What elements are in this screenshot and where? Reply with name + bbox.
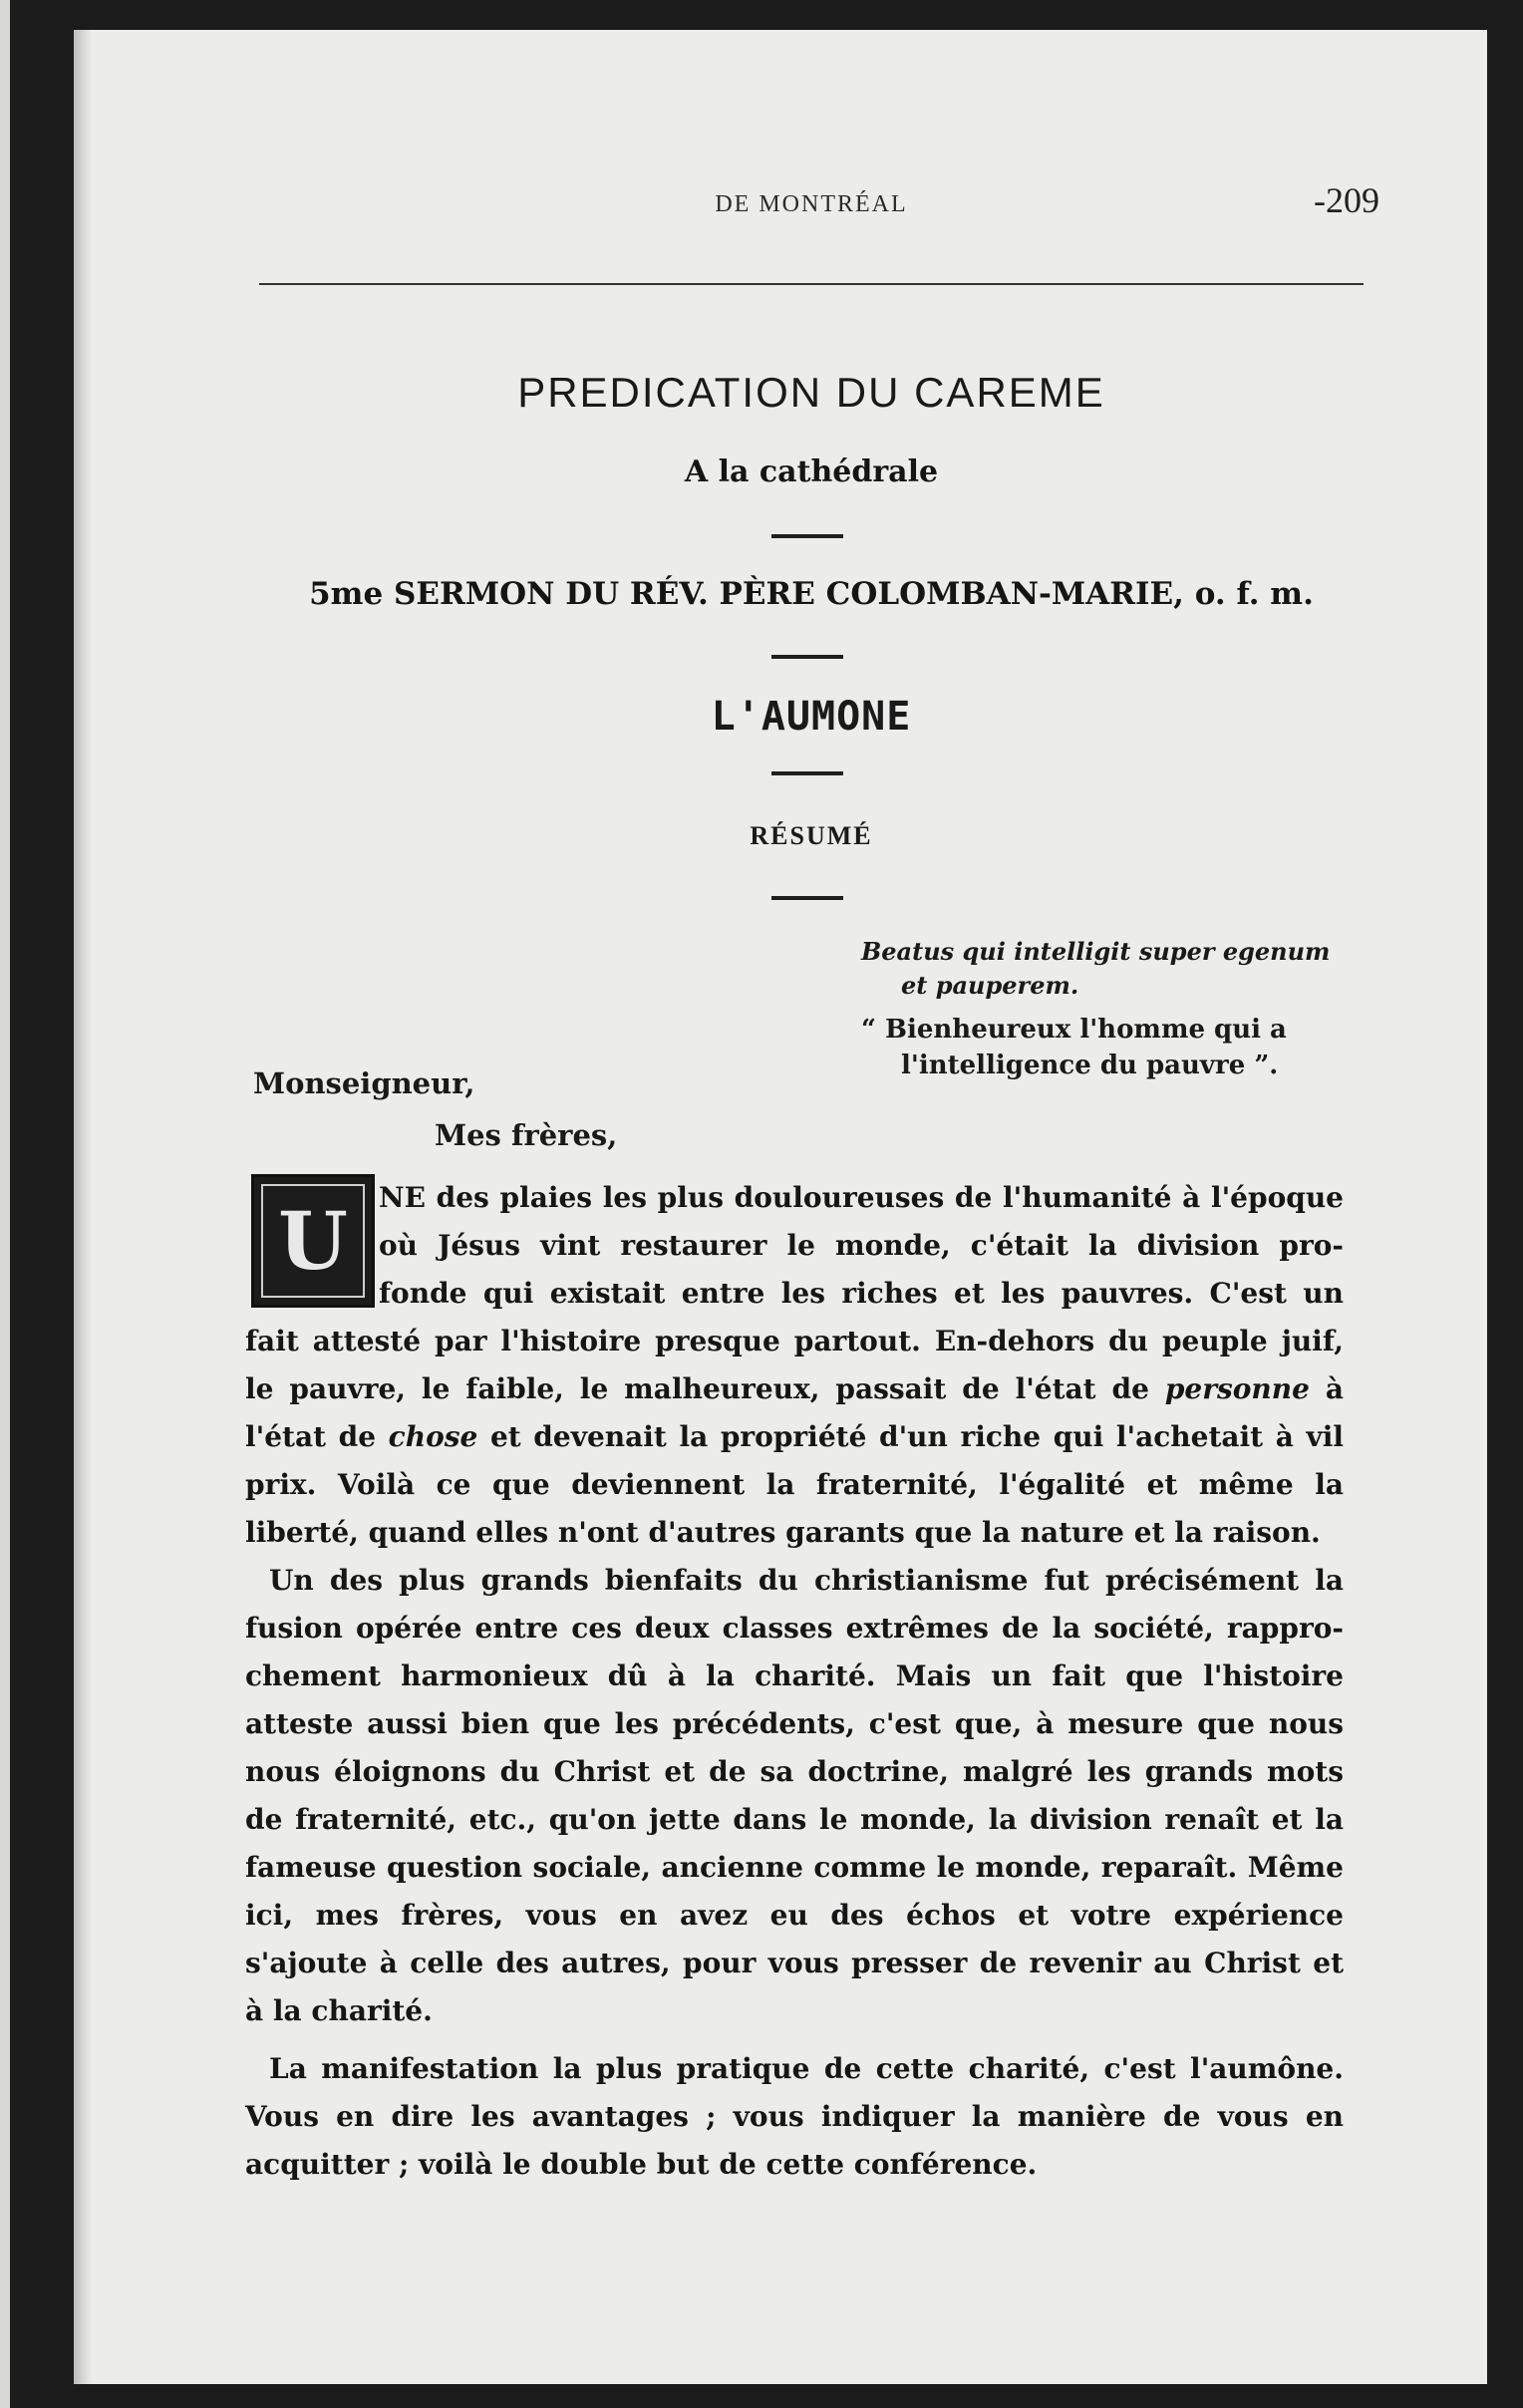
drop-cap-ornament: [251, 1174, 375, 1308]
sermon-heading: 5me SERMON DU RÉV. PÈRE COLOMBAN-MARIE, o. f. m.: [309, 576, 1314, 612]
page-number: -209: [1314, 180, 1379, 220]
text-line: prix. Voilà ce que deviennent la fraternité, l'égalité et même la: [245, 1468, 1344, 1501]
paragraph-3: [245, 2045, 1344, 2189]
text-line: NE des plaies les plus douloureuses de l'humanité à l'époque: [379, 1181, 1344, 1214]
header-rule: [259, 283, 1364, 285]
epigraph-french: [861, 1012, 1365, 1083]
text-line: le pauvre, le faible, le malheureux, passait de l'état de personne à: [245, 1372, 1344, 1405]
text-line: ici, mes frères, vous en avez eu des échos et votre expérience: [245, 1899, 1344, 1932]
paragraph-1: [245, 1318, 1344, 1557]
epigraph-latin-line: et pauperem.: [901, 971, 1079, 1000]
paragraph-1-dropcap-lines: [379, 1174, 1344, 1318]
text-line: où Jésus vint restaurer le monde, c'était la division pro-: [379, 1229, 1344, 1262]
text-line: de fraternité, etc., qu'on jette dans le monde, la division renaît et la: [245, 1803, 1344, 1836]
text-line: fait attesté par l'histoire presque partout. En-dehors du peuple juif,: [245, 1325, 1344, 1357]
text-line: Un des plus grands bienfaits du christianisme fut précisément la: [269, 1564, 1344, 1597]
text-line: fonde qui existait entre les riches et les pauvres. C'est un: [379, 1277, 1344, 1310]
section-divider: [771, 534, 843, 538]
section-divider: [771, 896, 843, 900]
page-subtitle: A la cathédrale: [684, 454, 939, 489]
page-title: PREDICATION DU CAREME: [517, 369, 1105, 416]
section-divider: [771, 771, 843, 775]
text-line: s'ajoute à celle des autres, pour vous presser de revenir au Christ et: [245, 1947, 1344, 1979]
epigraph-french-line: l'intelligence du pauvre ”.: [901, 1051, 1279, 1080]
text-line: Vous en dire les avantages ; vous indiquer la manière de vous en: [245, 2100, 1344, 2133]
epigraph-latin-line: Beatus qui intelligit super egenum: [861, 937, 1331, 966]
resume-label: RÉSUMÉ: [750, 821, 873, 850]
running-head: DE MONTRÉAL: [715, 191, 908, 217]
text-line: à la charité.: [245, 1994, 433, 2027]
text-line: l'état de chose et devenait la propriété d'un riche qui l'achetait à vil: [245, 1420, 1345, 1453]
emphasis-chose: chose: [388, 1420, 478, 1453]
drop-cap-letter: U: [261, 1184, 365, 1298]
epigraph-latin: [861, 935, 1365, 1003]
emphasis-personne: personne: [1164, 1372, 1310, 1405]
paragraph-2: [245, 1557, 1344, 2035]
text-line: fameuse question sociale, ancienne comme le monde, reparaît. Même: [245, 1851, 1344, 1884]
section-divider: [771, 655, 843, 659]
epigraph-french-line: “ Bienheureux l'homme qui a: [861, 1015, 1287, 1045]
text-line: chement harmonieux dû à la charité. Mais un fait que l'histoire: [245, 1659, 1344, 1692]
text-line: La manifestation la plus pratique de cette charité, c'est l'aumône.: [269, 2052, 1344, 2085]
text-line: atteste aussi bien que les précédents, c'est que, à mesure que nous: [245, 1707, 1344, 1740]
text-line: liberté, quand elles n'ont d'autres garants que la nature et la raison.: [245, 1516, 1321, 1549]
text-line: nous éloignons du Christ et de sa doctrine, malgré les grands mots: [245, 1755, 1344, 1788]
scan-margin-strip: [0, 0, 10, 2408]
text-line: fusion opérée entre ces deux classes extrêmes de la société, rappro-: [245, 1612, 1344, 1645]
salutation-monseigneur: Monseigneur,: [253, 1066, 475, 1100]
text-line: acquitter ; voilà le double but de cette conférence.: [245, 2148, 1038, 2181]
page-gutter-shadow: [74, 30, 92, 2384]
book-page: [74, 30, 1487, 2384]
section-heading: L'AUMONE: [711, 694, 912, 740]
salutation-freres: Mes frères,: [435, 1118, 618, 1152]
